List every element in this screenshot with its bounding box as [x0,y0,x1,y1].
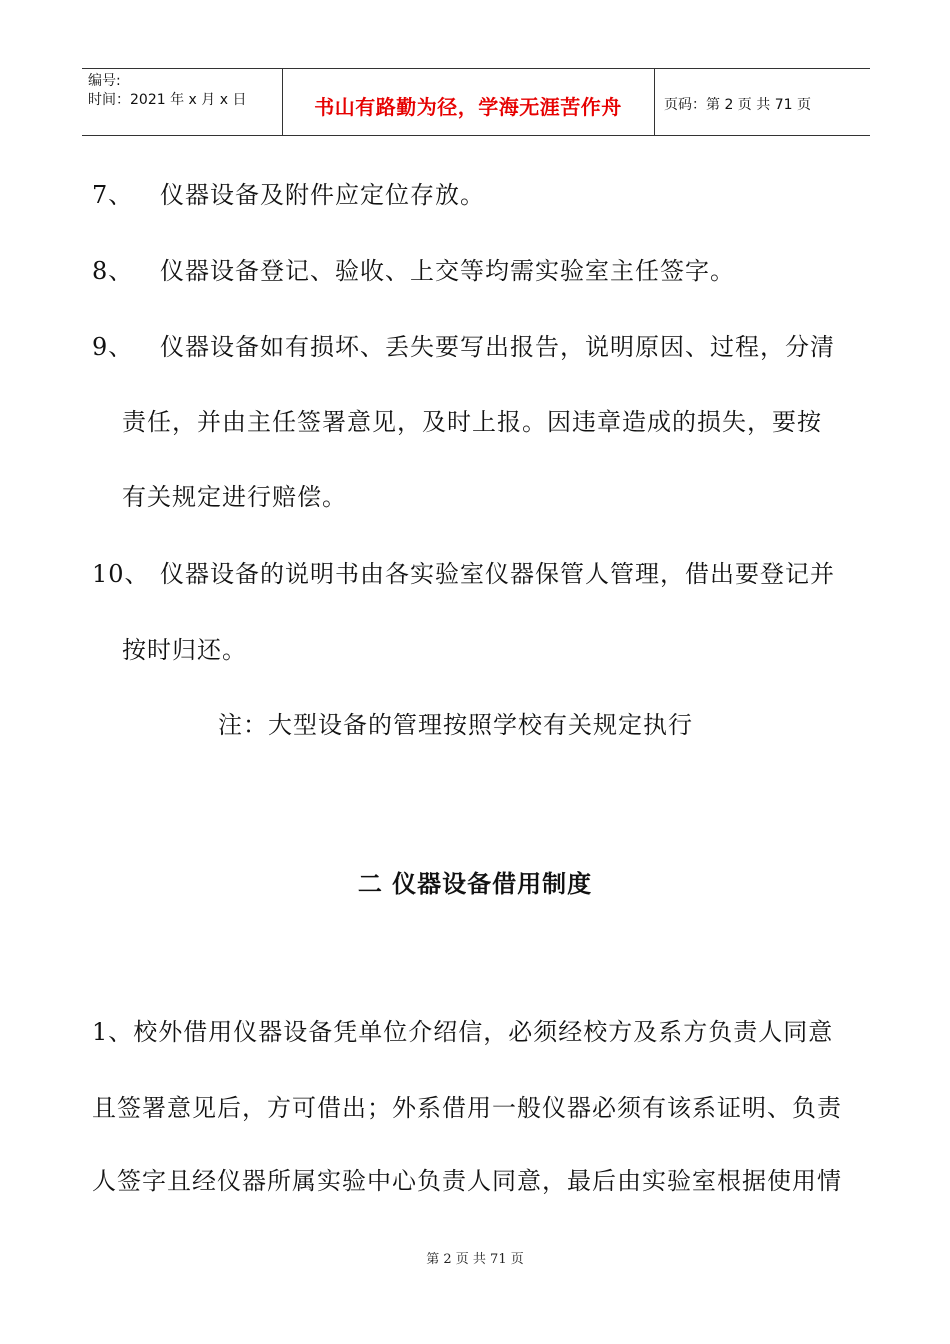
item-9-line-3: 有关规定进行赔偿。 [122,483,347,511]
item-text: 仪器设备登记、验收、上交等均需实验室主任签字。 [160,257,735,285]
section-paragraph-line-2: 且签署意见后，方可借出；外系借用一般仪器必须有该系证明、负责 [92,1094,842,1122]
item-text: 仪器设备的说明书由各实验室仪器保管人管理，借出要登记并 [160,560,835,588]
time-label: 时间：2021 年 x 月 x 日 [88,92,247,108]
header-meta [88,72,246,110]
header-divider-right [654,69,655,135]
page-footer: 第 2 页 共 71 页 [426,1252,524,1267]
item-10 [92,559,835,589]
header-page-info: 页码：第 2 页 共 71 页 [664,97,811,113]
page-header [82,68,870,136]
item-number: 8、 [92,257,134,285]
section-paragraph-line-3: 人签字且经仪器所属实验中心负责人同意，最后由实验室根据使用情 [92,1167,842,1195]
section-heading: 二 仪器设备借用制度 [357,870,593,898]
item-7 [92,180,485,210]
item-9 [92,332,835,362]
section-paragraph-line-1: 1、校外借用仪器设备凭单位介绍信，必须经校方及系方负责人同意 [92,1018,834,1046]
item-text: 仪器设备及附件应定位存放。 [160,181,485,209]
item-8 [92,256,735,286]
item-10-line-2: 按时归还。 [122,636,247,664]
item-number: 9、 [92,333,134,361]
header-motto: 书山有路勤为径，学海无涯苦作舟 [314,95,622,119]
serial-label: 编号: [88,73,121,89]
item-9-line-2: 责任，并由主任签署意见，及时上报。因违章造成的损失，要按 [122,408,822,436]
note: 注：大型设备的管理按照学校有关规定执行 [218,711,693,739]
item-number: 10、 [92,560,150,588]
item-number: 7、 [92,181,134,209]
item-text: 仪器设备如有损坏、丢失要写出报告，说明原因、过程，分清 [160,333,835,361]
